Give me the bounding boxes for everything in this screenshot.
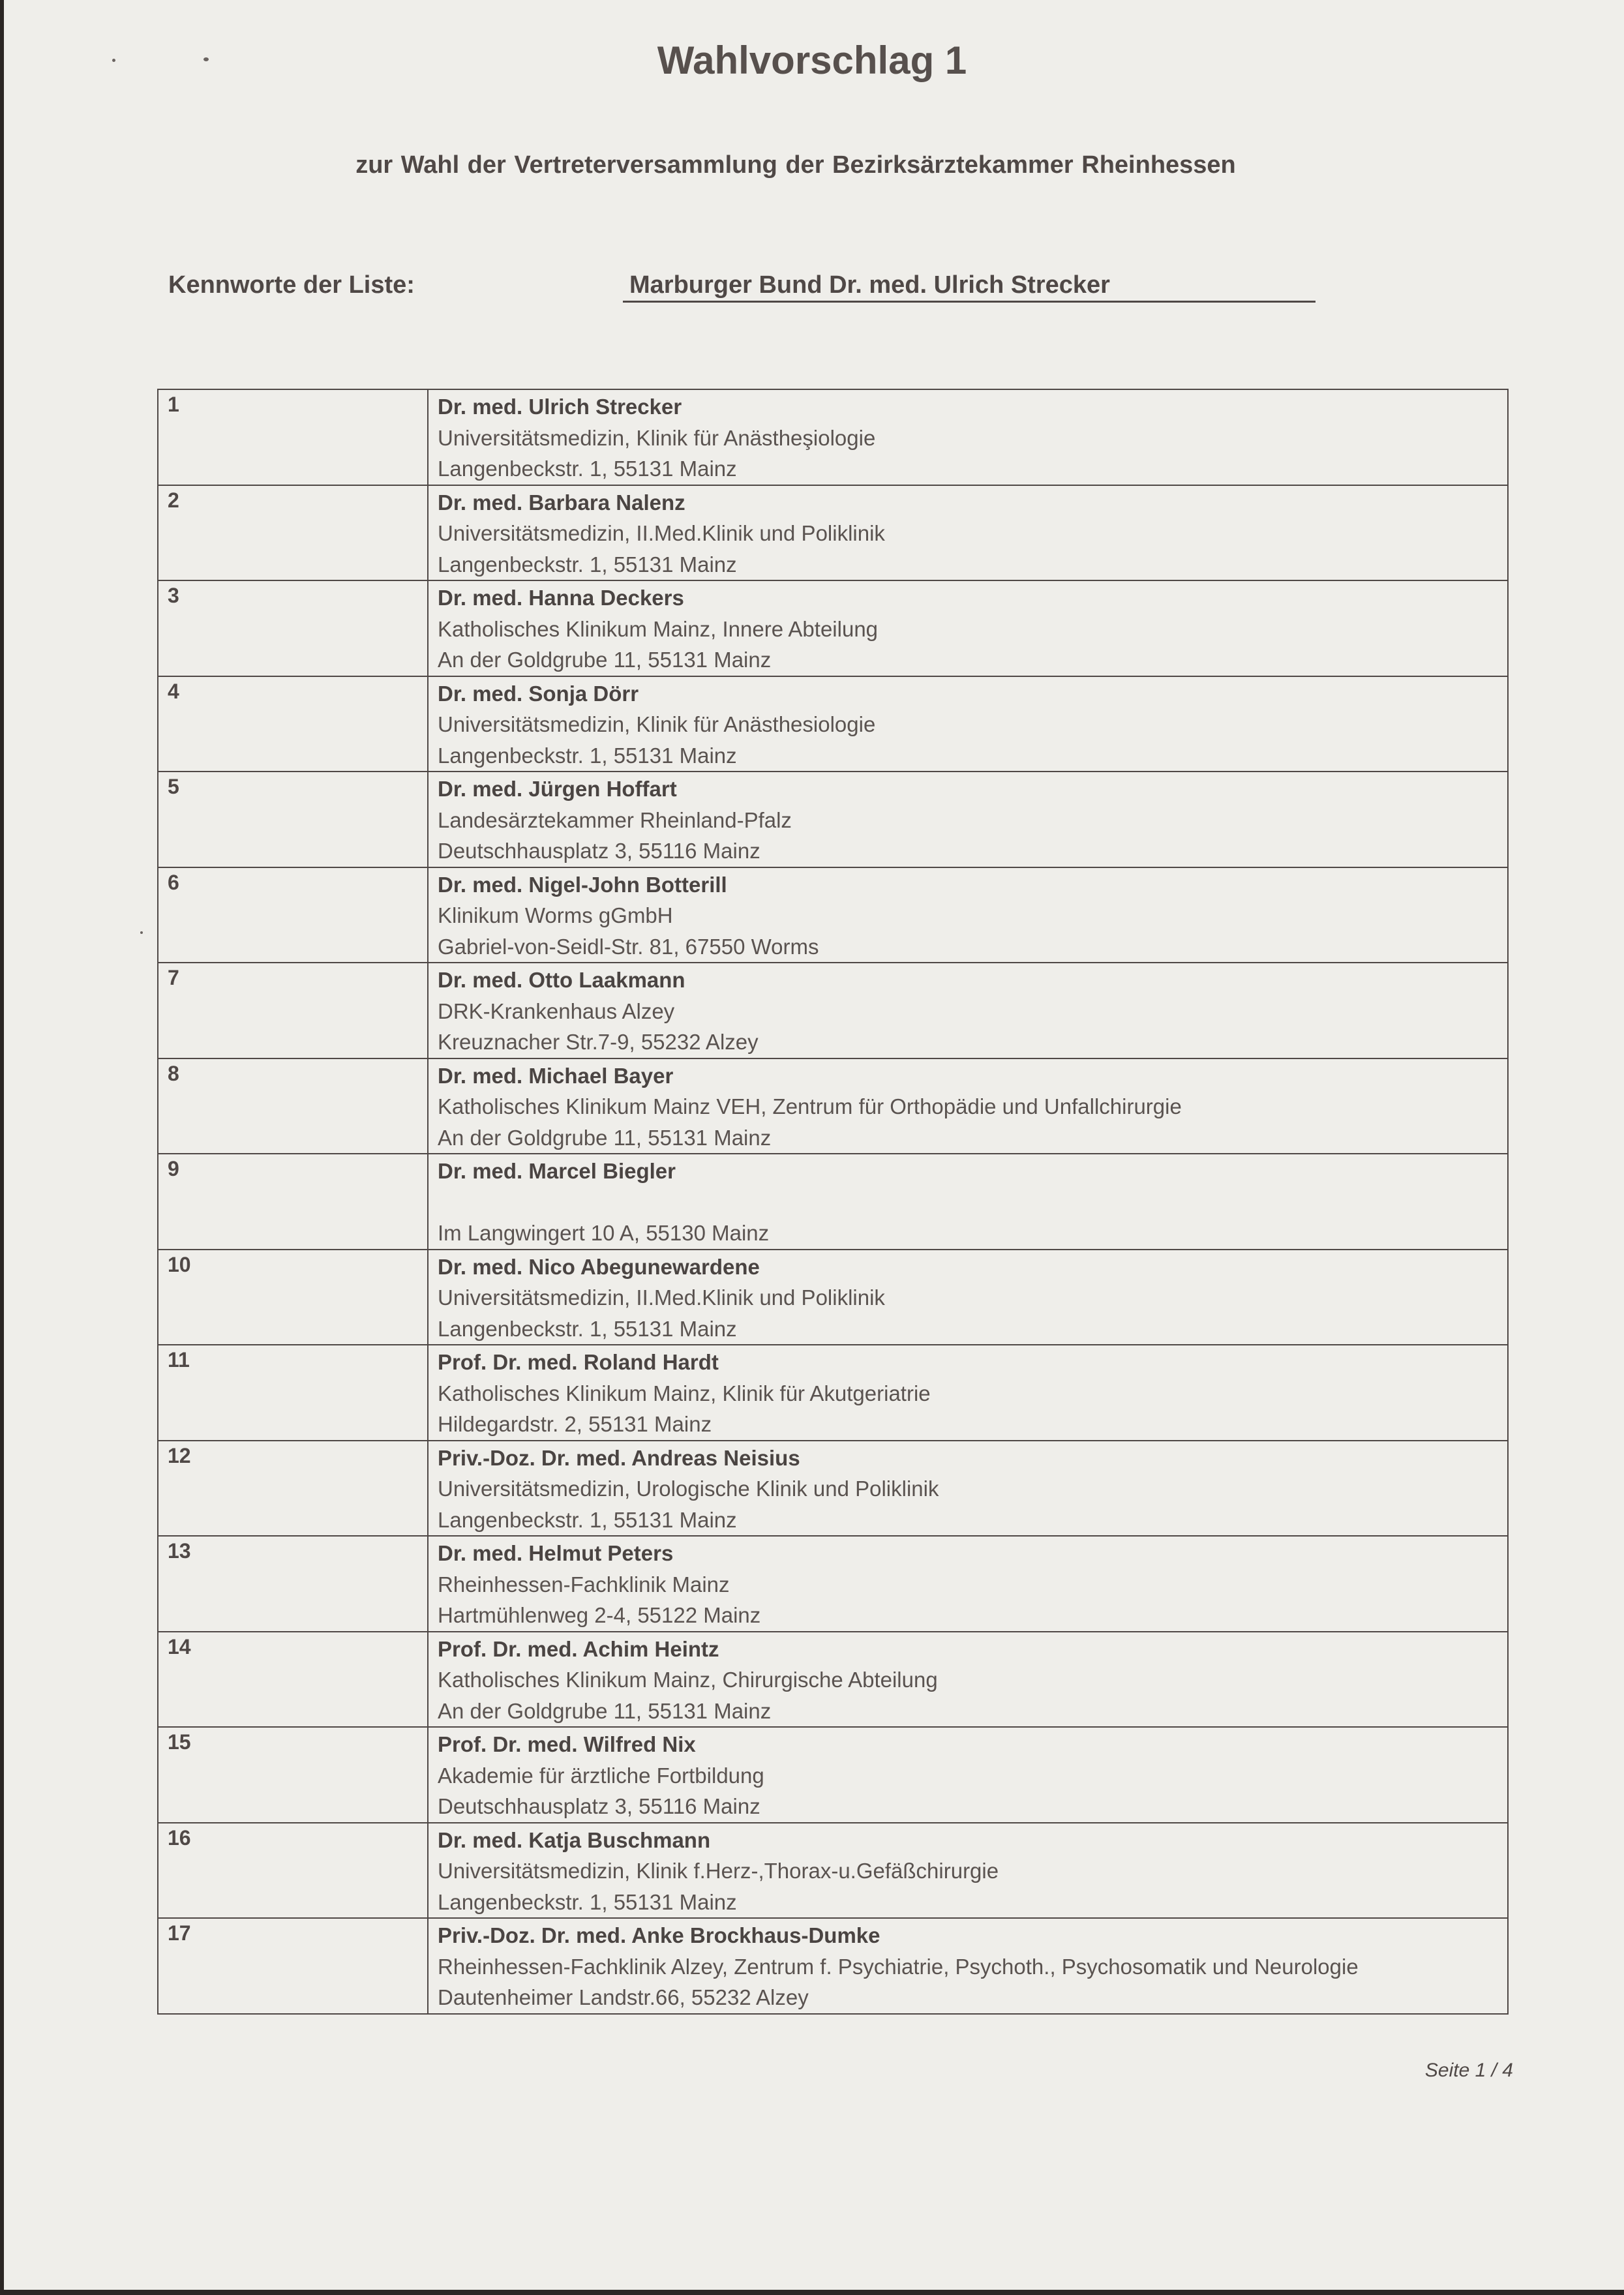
candidate-number: 7 <box>168 966 179 989</box>
candidate-number-cell <box>158 1727 428 1823</box>
candidate-number: 5 <box>168 775 179 798</box>
candidate-number-cell <box>158 772 428 867</box>
candidate-address: An der Goldgrube 11, 55131 Mainz <box>438 1698 772 1723</box>
candidate-info-cell <box>428 963 1508 1058</box>
candidate-name: Dr. med. Nico Abegunewardene <box>438 1254 760 1279</box>
candidate-info <box>429 677 1507 772</box>
candidate-info-cell <box>428 485 1508 581</box>
candidate-address: Langenbeckstr. 1, 55131 Mainz <box>438 1507 737 1532</box>
candidate-name: Dr. med. Ulrich Strecker <box>438 395 682 419</box>
candidate-address: Langenbeckstr. 1, 55131 Mainz <box>438 743 737 768</box>
candidate-address: An der Goldgrube 11, 55131 Mainz <box>438 648 772 672</box>
candidate-row <box>158 1632 1508 1728</box>
candidate-info <box>429 1632 1507 1727</box>
candidate-address: Langenbeckstr. 1, 55131 Mainz <box>438 1316 737 1341</box>
candidate-info-cell <box>428 1536 1508 1632</box>
candidate-info <box>429 1059 1507 1154</box>
candidate-row <box>158 772 1508 867</box>
candidate-address: Langenbeckstr. 1, 55131 Mainz <box>438 457 737 481</box>
candidate-number-cell <box>158 1823 428 1919</box>
candidate-institution: Universitätsmedizin, Klinik f.Herz-,Thorax-u.Gefäßchirurgie <box>438 1859 999 1883</box>
candidate-institution <box>438 1187 1507 1218</box>
candidate-info <box>429 1250 1507 1345</box>
candidate-number: 17 <box>168 1921 191 1945</box>
candidate-number-cell <box>158 1345 428 1441</box>
candidate-institution: Universitätsmedizin, II.Med.Klinik und Poliklinik <box>438 521 885 545</box>
candidate-number-cell <box>158 1632 428 1728</box>
candidate-row <box>158 389 1508 485</box>
candidate-address: Deutschhausplatz 3, 55116 Mainz <box>438 1794 760 1818</box>
page-number: Seite 1 / 4 <box>1424 2060 1513 2081</box>
candidate-info <box>429 1919 1507 2013</box>
candidate-number-cell <box>158 485 428 581</box>
candidate-name: Prof. Dr. med. Achim Heintz <box>438 1636 719 1661</box>
candidate-info <box>429 486 1507 580</box>
candidate-address: Gabriel-von-Seidl-Str. 81, 67550 Worms <box>438 934 819 959</box>
candidate-number: 4 <box>168 679 179 703</box>
candidate-institution: Rheinhessen-Fachklinik Mainz <box>438 1572 730 1597</box>
candidate-info <box>429 772 1507 867</box>
candidate-number-cell <box>158 580 428 676</box>
document-title: Wahlvorschlag 1 <box>657 38 967 82</box>
candidate-info-cell <box>428 1727 1508 1823</box>
candidate-info <box>429 581 1507 676</box>
candidate-name: Dr. med. Jürgen Hoffart <box>438 777 677 801</box>
candidate-row <box>158 1918 1508 2014</box>
keywords-value: Marburger Bund Dr. med. Ulrich Strecker <box>623 271 1316 303</box>
candidate-name: Dr. med. Helmut Peters <box>438 1541 674 1565</box>
candidate-info <box>429 1728 1507 1822</box>
candidate-name: Dr. med. Michael Bayer <box>438 1063 674 1088</box>
candidate-number-cell <box>158 389 428 485</box>
candidate-row <box>158 1250 1508 1345</box>
keywords-label: Kennworte der Liste: <box>168 271 415 299</box>
candidate-number-cell <box>158 676 428 772</box>
candidate-number: 15 <box>168 1730 191 1754</box>
candidate-institution: Rheinhessen-Fachklinik Alzey, Zentrum f. Psychiatrie, Psychoth., Psychosomatik und Neurologie <box>438 1954 1359 1979</box>
candidate-institution: Katholisches Klinikum Mainz VEH, Zentrum für Orthopädie und Unfallchirurgie <box>438 1094 1182 1118</box>
candidate-row <box>158 1823 1508 1919</box>
candidate-number: 3 <box>168 584 179 607</box>
candidate-institution: Klinikum Worms gGmbH <box>438 903 673 927</box>
candidate-institution: Katholisches Klinikum Mainz, Klinik für Akutgeriatrie <box>438 1381 931 1405</box>
candidate-info <box>429 1537 1507 1631</box>
candidate-institution: Katholisches Klinikum Mainz, Innere Abteilung <box>438 616 879 641</box>
candidate-number: 12 <box>168 1443 191 1467</box>
scan-edge-bottom <box>0 2290 1624 2295</box>
candidate-number: 2 <box>168 488 179 512</box>
candidate-row <box>158 1536 1508 1632</box>
candidate-name: Prof. Dr. med. Roland Hardt <box>438 1350 719 1374</box>
candidate-row <box>158 1727 1508 1823</box>
candidate-number-cell <box>158 963 428 1058</box>
candidate-number: 6 <box>168 870 179 894</box>
candidate-info <box>429 1345 1507 1440</box>
candidate-info-cell <box>428 772 1508 867</box>
candidate-info <box>429 1154 1507 1249</box>
candidate-number: 13 <box>168 1539 191 1563</box>
candidate-institution: Akademie für ärztliche Fortbildung <box>438 1763 764 1788</box>
candidate-institution: Universitätsmedizin, Klinik für Anästhesiologie <box>438 712 876 736</box>
candidate-row <box>158 867 1508 963</box>
candidate-number-cell <box>158 1058 428 1154</box>
candidate-row <box>158 963 1508 1058</box>
candidate-number: 10 <box>168 1252 191 1276</box>
candidate-number-cell <box>158 867 428 963</box>
candidate-info-cell <box>428 1345 1508 1441</box>
candidate-address: Deutschhausplatz 3, 55116 Mainz <box>438 839 760 863</box>
candidate-row <box>158 1154 1508 1250</box>
candidate-number-cell <box>158 1250 428 1345</box>
candidate-institution: Katholisches Klinikum Mainz, Chirurgische Abteilung <box>438 1668 938 1692</box>
candidate-info-cell <box>428 1250 1508 1345</box>
candidate-name: Dr. med. Hanna Deckers <box>438 586 684 610</box>
candidate-info <box>429 1441 1507 1536</box>
candidate-number: 1 <box>168 393 179 416</box>
candidate-address: Langenbeckstr. 1, 55131 Mainz <box>438 1889 737 1914</box>
candidate-name: Priv.-Doz. Dr. med. Andreas Neisius <box>438 1445 800 1470</box>
candidate-row <box>158 1058 1508 1154</box>
candidate-institution: Universitätsmedizin, Urologische Klinik und Poliklinik <box>438 1477 939 1501</box>
candidate-name: Dr. med. Otto Laakmann <box>438 968 685 992</box>
candidate-number-cell <box>158 1918 428 2014</box>
candidate-institution: Universitätsmedizin, II.Med.Klinik und Poliklinik <box>438 1285 885 1310</box>
candidate-table-body <box>158 389 1508 2014</box>
candidate-info-cell <box>428 1918 1508 2014</box>
candidate-number: 8 <box>168 1061 179 1085</box>
candidate-address: An der Goldgrube 11, 55131 Mainz <box>438 1125 772 1150</box>
candidate-address: Im Langwingert 10 A, 55130 Mainz <box>438 1221 770 1245</box>
candidate-name: Dr. med. Nigel-John Botterill <box>438 872 727 897</box>
candidate-number-cell <box>158 1441 428 1537</box>
candidate-info-cell <box>428 1823 1508 1919</box>
candidate-number-cell <box>158 1154 428 1250</box>
candidate-name: Dr. med. Katja Buschmann <box>438 1827 711 1852</box>
candidate-info-cell <box>428 867 1508 963</box>
candidate-number: 9 <box>168 1157 179 1180</box>
scan-edge-left <box>0 0 4 2295</box>
candidate-info-cell <box>428 1058 1508 1154</box>
candidate-address: Dautenheimer Landstr.66, 55232 Alzey <box>438 1985 809 2009</box>
candidate-number: 11 <box>168 1348 190 1372</box>
candidate-table <box>157 389 1509 2015</box>
candidate-info-cell <box>428 1632 1508 1728</box>
candidate-number: 16 <box>168 1825 191 1850</box>
document-subtitle: zur Wahl der Vertreterversammlung der Bezirksärztekammer Rheinhessen <box>355 151 1236 179</box>
candidate-name: Priv.-Doz. Dr. med. Anke Brockhaus-Dumke <box>438 1923 880 1947</box>
candidate-row <box>158 580 1508 676</box>
candidate-info-cell <box>428 1441 1508 1537</box>
candidate-info <box>429 868 1507 963</box>
candidate-row <box>158 1441 1508 1537</box>
candidate-address: Kreuznacher Str.7-9, 55232 Alzey <box>438 1030 759 1054</box>
candidate-info-cell <box>428 1154 1508 1250</box>
candidate-info-cell <box>428 676 1508 772</box>
candidate-info <box>429 390 1507 485</box>
candidate-number: 14 <box>168 1634 191 1658</box>
candidate-name: Dr. med. Marcel Biegler <box>438 1159 676 1183</box>
candidate-institution: Landesärztekammer Rheinland-Pfalz <box>438 807 792 832</box>
candidate-info <box>429 963 1507 1058</box>
candidate-row <box>158 1345 1508 1441</box>
scan-speck <box>140 931 143 934</box>
candidate-number-cell <box>158 1536 428 1632</box>
candidate-row <box>158 485 1508 581</box>
candidate-address: Langenbeckstr. 1, 55131 Mainz <box>438 552 737 577</box>
candidate-info-cell <box>428 580 1508 676</box>
candidate-row <box>158 676 1508 772</box>
candidate-info-cell <box>428 389 1508 485</box>
candidate-address: Hartmühlenweg 2-4, 55122 Mainz <box>438 1603 761 1627</box>
candidate-institution: DRK-Krankenhaus Alzey <box>438 998 675 1023</box>
candidate-institution: Universitätsmedizin, Klinik für Anästheşiologie <box>438 425 876 450</box>
candidate-name: Dr. med. Barbara Nalenz <box>438 490 685 515</box>
candidate-address: Hildegardstr. 2, 55131 Mainz <box>438 1412 712 1436</box>
candidate-name: Prof. Dr. med. Wilfred Nix <box>438 1732 696 1756</box>
candidate-name: Dr. med. Sonja Dörr <box>438 681 639 706</box>
candidate-info <box>429 1823 1507 1918</box>
